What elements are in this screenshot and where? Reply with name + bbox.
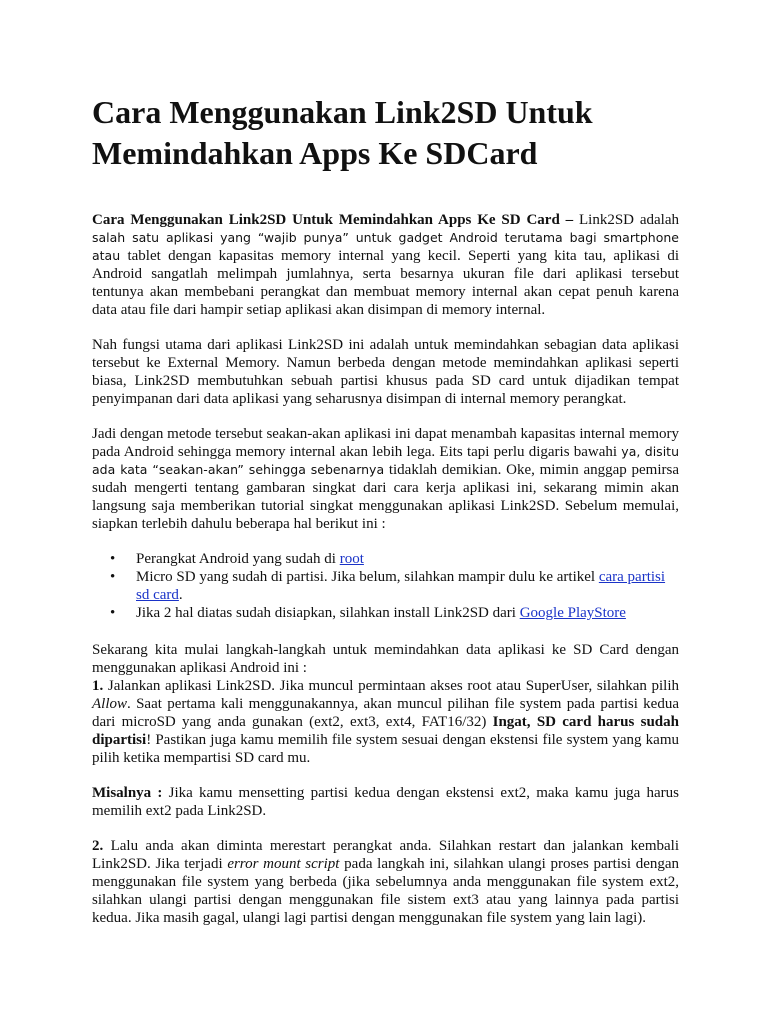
example-label: Misalnya : [92,785,163,801]
intro-paragraph [92,211,679,319]
list-item-text: Perangkat Android yang sudah di [136,551,340,567]
list-item-text: Jika 2 hal diatas sudah disiapkan, silahkan install Link2SD dari [136,605,520,621]
root-link[interactable]: root [339,551,364,567]
paragraph-2: Nah fungsi utama dari aplikasi Link2SD ini adalah untuk memindahkan sebagian data aplikasi tersebut ke External Memory. Namun berbeda dengan metode memindahkan aplikasi seperti biasa, Link2SD membutuhkan sebuah partisi khusus pada SD card untuk dijadikan tempat penyimpanan dari data aplikasi yang seharusnya disimpan di internal memory perangkat. [92,337,679,407]
google-playstore-link[interactable]: Google PlayStore [519,605,626,621]
step-2 [92,837,679,927]
step-2-text-a: Lalu anda akan diminta merestart perangkat anda. Silahkan restart dan jalankan kembali Link2SD. Jika terjadi [92,838,679,872]
example-text: Jika kamu mensetting partisi kedua dengan ekstensi ext2, maka kamu juga harus memilih ext2 pada Link2SD. [92,785,679,819]
list-item-after: . [178,587,183,603]
step-1-italic: Allow [92,696,128,712]
paragraph-3-text-a: Jadi dengan metode tersebut seakan-akan aplikasi ini dapat menambah kapasitas internal memory pada Android sehingga memory internal akan lebih lega. Eits tapi perlu digaris bawahi [92,426,679,460]
intro-lead-text: Link2SD adalah [573,212,679,228]
paragraph-3 [92,425,679,533]
list-item [136,604,679,622]
requirements-list [92,550,679,622]
step-1 [92,677,679,767]
step-1-text-c: ! Pastikan juga kamu memilih file system sesuai dengan ekstensi file system yang kamu pilih ketika mempartisi SD card mu. [92,732,679,766]
partisi-sd-card-link[interactable]: cara partisi sd card [136,569,666,603]
page-title: Cara Menggunakan Link2SD Untuk Memindahkan Apps Ke SDCard [92,94,593,171]
list-item-text: Micro SD yang sudah di partisi. Jika belum, silahkan mampir dulu ke artikel [136,569,599,585]
document-page [92,92,679,944]
list-item [136,568,679,604]
step-2-text-b: pada langkah ini, silahkan ulangi proses partisi dengan menggunakan file system yang berbeda (jika sebelumnya anda menggunakan file system ext2, silahkan ulangi partisi dengan menggunakan file sistem ext3 atau yang lainnya pada partisi kedua. Jika masih gagal, ulangi lagi partisi dengan menggunakan file system yang lain lagi). [92,856,680,926]
step-1-number: 1. [92,678,104,694]
article-body [92,211,679,927]
step-1-bold: Ingat, SD card harus sudah dipartisi [92,714,679,748]
step-1-text-a: Jalankan aplikasi Link2SD. Jika muncul permintaan akses root atau SuperUser, silahkan pilih [103,678,679,694]
intro-lead-bold: Cara Menggunakan Link2SD Untuk Memindahkan Apps Ke SD Card – [92,212,574,228]
step-2-number: 2. [92,838,104,854]
steps-intro: Sekarang kita mulai langkah-langkah untuk memindahkan data aplikasi ke SD Card dengan menggunakan aplikasi Android ini : [92,642,679,676]
paragraph-3-text-b: tidaklah demikian. Oke, mimin anggap pemirsa sudah mengerti tentang gambaran singkat dari cara kerja aplikasi ini, sekarang mimin akan langsung saja memberikan tutorial singkat menggunakan aplikasi Link2SD. Sebelum memulai, siapkan terlebih dahulu beberapa hal berikut ini : [92,462,679,532]
step-2-italic: error mount script [227,856,340,872]
list-item [136,550,679,568]
intro-rest-text: tablet dengan kapasitas memory internal yang kecil. Seperti yang kita tau, aplikasi di Android sangatlah melimpah jumlahnya, serta besarnya ukuran file dari aplikasi tersebut tentunya akan membebani perangkat dan membuat memory internal akan cepat penuh karena data atau file dari hampir setiap aplikasi akan disimpan di memory internal. [92,248,679,318]
intro-sans-text: salah satu aplikasi yang “wajib punya” untuk gadget Android terutama bagi smartphone atau [92,230,679,263]
paragraph-3-sans-text: ya, disitu ada kata “seakan-akan” sehingga sebenarnya [92,444,679,477]
example-paragraph [92,784,679,820]
step-1-text-b: . Saat pertama kali menggunakannya, akan muncul pilihan file system pada partisi kedua dari microSD yang anda gunakan (ext2, ext3, ext4, FAT16/32) [92,696,679,730]
